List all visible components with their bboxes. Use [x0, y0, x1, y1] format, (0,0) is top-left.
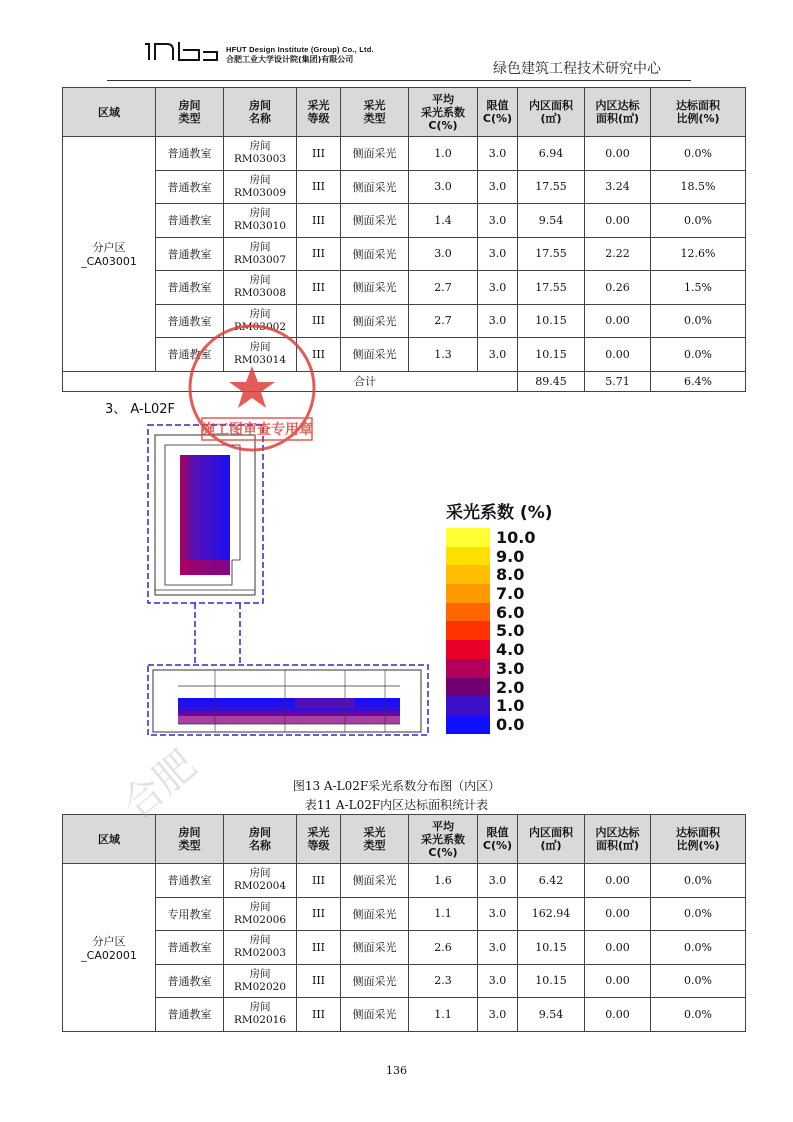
room-name: 房间 RM03002 [224, 304, 297, 338]
limit-value: 3.0 [478, 271, 518, 305]
section-heading: 3、 A-L02F [105, 402, 175, 417]
ok-area: 0.00 [585, 338, 651, 372]
limit-value: 3.0 [478, 897, 518, 931]
light-grade: III [297, 237, 341, 271]
room-name: 房间 RM02006 [224, 897, 297, 931]
col-header: 达标面积 比例(%) [651, 88, 746, 137]
avg-coefficient: 1.1 [409, 897, 478, 931]
legend-label: 4.0 [496, 640, 525, 660]
table-caption: 表11 A-L02F内区达标面积统计表 [304, 798, 489, 812]
inner-area: 10.15 [518, 931, 585, 965]
room-name: 房间 RM03010 [224, 204, 297, 238]
col-header: 区域 [63, 88, 156, 137]
total-label: 合计 [63, 371, 518, 391]
ok-ratio: 0.0% [651, 338, 746, 372]
light-type: 侧面采光 [341, 271, 409, 305]
avg-coefficient: 3.0 [409, 170, 478, 204]
inner-area: 9.54 [518, 204, 585, 238]
col-header: 平均 采光系数 C(%) [409, 88, 478, 137]
light-type: 侧面采光 [341, 170, 409, 204]
company-logo [143, 40, 219, 62]
total-ok-area: 5.71 [585, 371, 651, 391]
room-name: 房间 RM03014 [224, 338, 297, 372]
inner-area: 10.15 [518, 964, 585, 998]
inner-area: 162.94 [518, 897, 585, 931]
legend-item [446, 715, 566, 734]
room-type: 普通教室 [156, 931, 224, 965]
col-header: 采光 等级 [297, 815, 341, 864]
avg-coefficient: 1.4 [409, 204, 478, 238]
light-grade: III [297, 338, 341, 372]
header-divider [107, 80, 691, 81]
legend-label: 2.0 [496, 677, 525, 697]
ok-ratio: 1.5% [651, 271, 746, 305]
legend-label: 9.0 [496, 546, 525, 566]
col-header: 限值 C(%) [478, 815, 518, 864]
ok-ratio: 12.6% [651, 237, 746, 271]
room-type: 普通教室 [156, 338, 224, 372]
ok-ratio: 0.0% [651, 897, 746, 931]
room-name: 房间 RM03009 [224, 170, 297, 204]
table-row [63, 964, 746, 998]
legend-swatch [446, 547, 490, 566]
research-center-name: 绿色建筑工程技术研究中心 [493, 61, 661, 77]
limit-value: 3.0 [478, 338, 518, 372]
legend-item [446, 678, 566, 697]
legend-item [446, 528, 566, 547]
limit-value: 3.0 [478, 864, 518, 898]
light-type: 侧面采光 [341, 998, 409, 1032]
legend-item [446, 659, 566, 678]
col-header: 房间 名称 [224, 88, 297, 137]
avg-coefficient: 3.0 [409, 237, 478, 271]
light-type: 侧面采光 [341, 931, 409, 965]
room-type: 普通教室 [156, 271, 224, 305]
legend-swatch [446, 678, 490, 697]
ok-area: 3.24 [585, 170, 651, 204]
legend-item [446, 696, 566, 715]
table-row [63, 998, 746, 1032]
legend-item [446, 621, 566, 640]
col-header: 房间 类型 [156, 815, 224, 864]
ok-ratio: 0.0% [651, 998, 746, 1032]
ok-area: 0.00 [585, 137, 651, 171]
inner-area: 6.42 [518, 864, 585, 898]
light-type: 侧面采光 [341, 338, 409, 372]
room-type: 普通教室 [156, 204, 224, 238]
avg-coefficient: 1.0 [409, 137, 478, 171]
legend-swatch [446, 640, 490, 659]
ok-area: 0.00 [585, 204, 651, 238]
light-type: 侧面采光 [341, 137, 409, 171]
ok-ratio: 18.5% [651, 170, 746, 204]
table-ca03001 [62, 87, 746, 392]
limit-value: 3.0 [478, 170, 518, 204]
avg-coefficient: 2.6 [409, 931, 478, 965]
table-row [63, 271, 746, 305]
table-row [63, 897, 746, 931]
room-name: 房间 RM02020 [224, 964, 297, 998]
avg-coefficient: 1.1 [409, 998, 478, 1032]
legend-label: 10.0 [496, 528, 536, 547]
legend-swatch [446, 565, 490, 584]
light-type: 侧面采光 [341, 964, 409, 998]
watermark-text: 合肥 [114, 742, 205, 829]
org-name-cn: 合肥工业大学设计院(集团)有限公司 [226, 55, 354, 64]
legend-label: 0.0 [496, 714, 525, 734]
room-type: 普通教室 [156, 170, 224, 204]
legend-item [446, 640, 566, 659]
stamp-text: 施工图审查专用章 [201, 422, 313, 438]
ok-ratio: 0.0% [651, 304, 746, 338]
avg-coefficient: 2.7 [409, 304, 478, 338]
avg-coefficient: 1.6 [409, 864, 478, 898]
col-header: 内区达标 面积(㎡) [585, 815, 651, 864]
limit-value: 3.0 [478, 204, 518, 238]
table-ca02001 [62, 814, 746, 1032]
limit-value: 3.0 [478, 137, 518, 171]
room-name: 房间 RM03007 [224, 237, 297, 271]
legend-label: 1.0 [496, 696, 525, 716]
room-name: 房间 RM02016 [224, 998, 297, 1032]
light-grade: III [297, 964, 341, 998]
legend-swatch [446, 528, 490, 547]
legend-item [446, 547, 566, 566]
light-type: 侧面采光 [341, 204, 409, 238]
table-row [63, 137, 746, 171]
light-type: 侧面采光 [341, 897, 409, 931]
ok-area: 0.00 [585, 897, 651, 931]
legend-item [446, 584, 566, 603]
col-header: 内区面积 (㎡) [518, 815, 585, 864]
limit-value: 3.0 [478, 931, 518, 965]
table-header-row [63, 88, 746, 137]
room-type: 专用教室 [156, 897, 224, 931]
room-type: 普通教室 [156, 137, 224, 171]
room-name: 房间 RM03003 [224, 137, 297, 171]
light-type: 侧面采光 [341, 864, 409, 898]
inner-area: 17.55 [518, 237, 585, 271]
light-grade: III [297, 864, 341, 898]
table-row [63, 338, 746, 372]
ok-area: 0.00 [585, 864, 651, 898]
zone-cell: 分户区 _CA02001 [63, 864, 156, 1032]
ok-area: 2.22 [585, 237, 651, 271]
room-name: 房间 RM02004 [224, 864, 297, 898]
avg-coefficient: 2.3 [409, 964, 478, 998]
figure-caption: 图13 A-L02F采光系数分布图（内区） [292, 779, 501, 793]
legend-swatch [446, 584, 490, 603]
ok-area: 0.00 [585, 998, 651, 1032]
inner-area: 9.54 [518, 998, 585, 1032]
legend-swatch [446, 621, 490, 640]
inner-area: 10.15 [518, 338, 585, 372]
light-grade: III [297, 271, 341, 305]
ok-ratio: 0.0% [651, 964, 746, 998]
table-row [63, 170, 746, 204]
page-number: 136 [386, 1064, 407, 1077]
inner-area: 6.94 [518, 137, 585, 171]
limit-value: 3.0 [478, 304, 518, 338]
review-stamp [172, 318, 362, 468]
col-header: 区域 [63, 815, 156, 864]
total-ratio: 6.4% [651, 371, 746, 391]
light-grade: III [297, 897, 341, 931]
legend-swatch [446, 715, 490, 734]
ok-area: 0.00 [585, 304, 651, 338]
legend-item [446, 565, 566, 584]
inner-area: 17.55 [518, 170, 585, 204]
ok-ratio: 0.0% [651, 204, 746, 238]
room-name: 房间 RM02003 [224, 931, 297, 965]
legend [446, 528, 566, 734]
avg-coefficient: 1.3 [409, 338, 478, 372]
light-grade: III [297, 931, 341, 965]
light-grade: III [297, 170, 341, 204]
table-row [63, 237, 746, 271]
legend-swatch [446, 696, 490, 715]
legend-label: 7.0 [496, 584, 525, 604]
total-area: 89.45 [518, 371, 585, 391]
legend-item [446, 603, 566, 622]
legend-label: 6.0 [496, 602, 525, 622]
legend-swatch [446, 659, 490, 678]
col-header: 房间 类型 [156, 88, 224, 137]
legend-title: 采光系数 (%) [446, 503, 553, 523]
room-type: 普通教室 [156, 864, 224, 898]
light-type: 侧面采光 [341, 304, 409, 338]
watermark [95, 720, 415, 840]
room-name: 房间 RM03008 [224, 271, 297, 305]
table-row [63, 204, 746, 238]
col-header: 达标面积 比例(%) [651, 815, 746, 864]
col-header: 房间 名称 [224, 815, 297, 864]
room-type: 普通教室 [156, 237, 224, 271]
ok-ratio: 0.0% [651, 931, 746, 965]
col-header: 限值 C(%) [478, 88, 518, 137]
limit-value: 3.0 [478, 964, 518, 998]
ok-ratio: 0.0% [651, 137, 746, 171]
legend-swatch [446, 603, 490, 622]
light-grade: III [297, 204, 341, 238]
col-header: 采光 类型 [341, 815, 409, 864]
col-header: 内区达标 面积(㎡) [585, 88, 651, 137]
light-grade: III [297, 137, 341, 171]
room-type: 普通教室 [156, 964, 224, 998]
inner-area: 17.55 [518, 271, 585, 305]
room-type: 普通教室 [156, 998, 224, 1032]
org-name-en: HFUT Design Institute (Group) Co., Ltd. [226, 45, 374, 54]
legend-label: 5.0 [496, 621, 525, 641]
avg-coefficient: 2.7 [409, 271, 478, 305]
limit-value: 3.0 [478, 237, 518, 271]
col-header: 内区面积 (㎡) [518, 88, 585, 137]
col-header: 平均 采光系数 C(%) [409, 815, 478, 864]
legend-label: 3.0 [496, 658, 525, 678]
ok-area: 0.00 [585, 964, 651, 998]
ok-ratio: 0.0% [651, 864, 746, 898]
light-grade: III [297, 998, 341, 1032]
ok-area: 0.26 [585, 271, 651, 305]
table-row [63, 304, 746, 338]
col-header: 采光 类型 [341, 88, 409, 137]
table-row [63, 864, 746, 898]
light-grade: III [297, 304, 341, 338]
inner-area: 10.15 [518, 304, 585, 338]
col-header: 采光 等级 [297, 88, 341, 137]
daylight-floor-plan [145, 420, 435, 740]
room-type: 普通教室 [156, 304, 224, 338]
limit-value: 3.0 [478, 998, 518, 1032]
ok-area: 0.00 [585, 931, 651, 965]
legend-label: 8.0 [496, 565, 525, 585]
total-row [63, 371, 746, 391]
table-row [63, 931, 746, 965]
light-type: 侧面采光 [341, 237, 409, 271]
zone-cell: 分户区 _CA03001 [63, 137, 156, 372]
